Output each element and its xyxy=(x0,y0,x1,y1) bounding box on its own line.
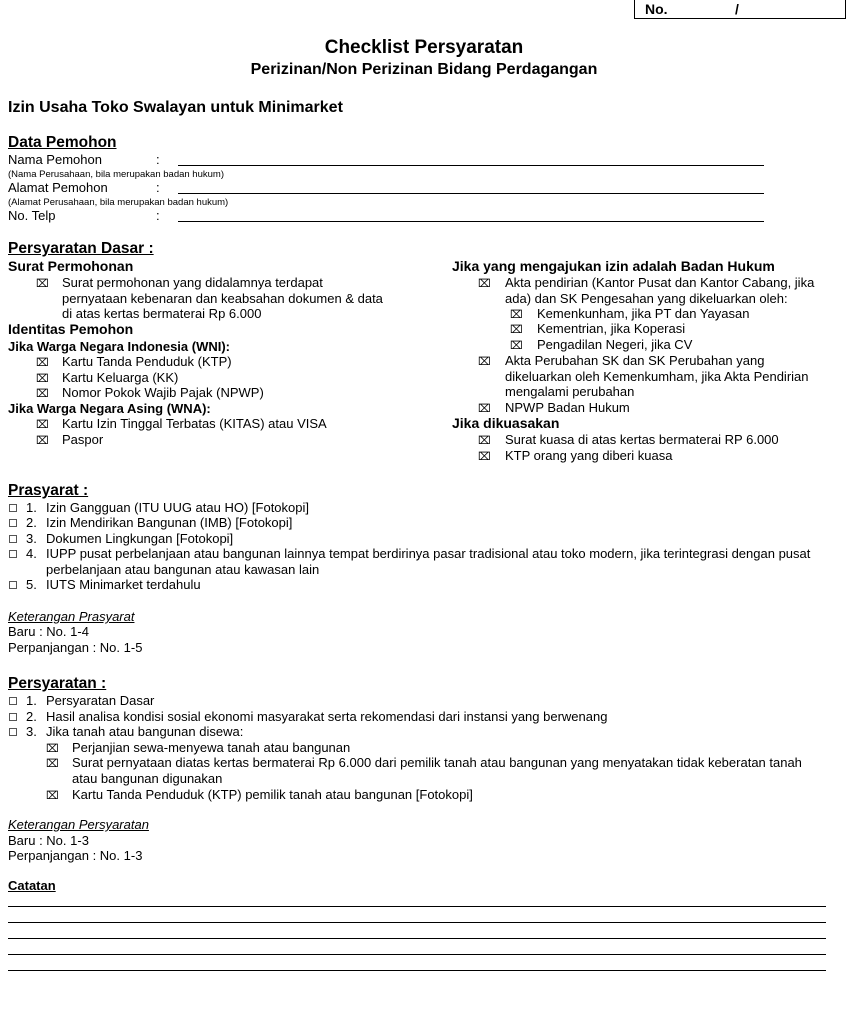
wna-item: Kartu Izin Tinggal Terbatas (KITAS) atau VISA xyxy=(62,416,327,431)
prerequisite-number: 2. xyxy=(26,515,37,530)
prerequisite-note: Perpanjangan : No. 1-5 xyxy=(8,640,143,655)
applicant-address-label: Alamat Pemohon xyxy=(8,180,108,195)
x-box-bullet-icon: ⌧ xyxy=(36,435,49,447)
deed-sub-item: Pengadilan Negeri, jika CV xyxy=(537,337,693,352)
requirements-heading: Persyaratan : xyxy=(8,675,107,692)
deed-sub-item: Kementrian, jika Koperasi xyxy=(537,321,686,336)
requirement-notes-heading: Keterangan Persyaratan xyxy=(8,817,149,832)
prerequisite-item: IUTS Minimarket terdahulu xyxy=(46,577,201,592)
notes-line[interactable] xyxy=(8,906,826,907)
application-letter-line: pernyataan kebenaran dan keabsahan dokumen & data xyxy=(62,291,383,306)
wni-item: Nomor Pokok Wajib Pajak (NPWP) xyxy=(62,385,264,400)
wni-item: Kartu Keluarga (KK) xyxy=(62,370,179,385)
permit-type-heading: Izin Usaha Toko Swalayan untuk Minimarket xyxy=(8,99,343,116)
amendment-line: dikeluarkan oleh Kemenkumham, jika Akta Pendirian xyxy=(505,369,809,384)
x-box-bullet-icon: ⌧ xyxy=(510,309,523,321)
prerequisite-number: 3. xyxy=(26,531,37,546)
checkbox-icon[interactable] xyxy=(9,713,17,721)
requirement-item: Persyaratan Dasar xyxy=(46,693,155,708)
power-of-attorney-item: KTP orang yang diberi kuasa xyxy=(505,448,673,463)
deed-line: ada) dan SK Pengesahan yang dikeluarkan oleh: xyxy=(505,291,788,306)
x-box-bullet-icon: ⌧ xyxy=(36,419,49,431)
rental-sub-item: Perjanjian sewa-menyewa tanah atau bangunan xyxy=(72,740,351,755)
checkbox-icon[interactable] xyxy=(9,519,17,527)
rental-sub-item: Surat pernyataan diatas kertas bermaterai Rp 6.000 dari pemilik tanah atau bangunan yang menyatakan tidak keberatan tanah xyxy=(72,755,802,770)
prerequisite-item: Izin Gangguan (ITU UUG atau HO) [Fotokopi] xyxy=(46,500,309,515)
requirement-number: 1. xyxy=(26,693,37,708)
applicant-name-note: (Nama Perusahaan, bila merupakan badan hukum) xyxy=(8,169,224,180)
applicant-address-note: (Alamat Perusahaan, bila merupakan badan hukum) xyxy=(8,197,229,208)
x-box-bullet-icon: ⌧ xyxy=(478,435,491,447)
x-box-bullet-icon: ⌧ xyxy=(478,278,491,290)
document-number-separator: / xyxy=(735,1,739,17)
prerequisite-note: Baru : No. 1-4 xyxy=(8,624,89,639)
rental-sub-item-continued: atau bangunan digunakan xyxy=(72,771,223,786)
wna-item: Paspor xyxy=(62,432,104,447)
notes-line[interactable] xyxy=(8,922,826,923)
applicant-address-field[interactable] xyxy=(178,193,764,194)
x-box-bullet-icon: ⌧ xyxy=(36,278,49,290)
document-title: Checklist Persyaratan xyxy=(324,37,524,58)
notes-line[interactable] xyxy=(8,954,826,955)
requirement-item: Jika tanah atau bangunan disewa: xyxy=(46,724,244,739)
checkbox-icon[interactable] xyxy=(9,550,17,558)
prerequisite-item-continued: perbelanjaan atau bangunan atau kawasan lain xyxy=(46,562,320,577)
applicant-name-field[interactable] xyxy=(178,165,764,166)
document-number-box xyxy=(634,0,846,19)
prerequisite-number: 4. xyxy=(26,546,37,561)
rental-sub-item: Kartu Tanda Penduduk (KTP) pemilik tanah atau bangunan [Fotokopi] xyxy=(72,787,473,802)
wna-heading: Jika Warga Negara Asing (WNA): xyxy=(8,401,211,416)
prerequisite-item: Dokumen Lingkungan [Fotokopi] xyxy=(46,531,234,546)
checkbox-icon[interactable] xyxy=(9,504,17,512)
checkbox-icon[interactable] xyxy=(9,581,17,589)
notes-line[interactable] xyxy=(8,938,826,939)
x-box-bullet-icon: ⌧ xyxy=(510,324,523,336)
application-letter-line: di atas kertas bermaterai Rp 6.000 xyxy=(62,306,262,321)
wni-item: Kartu Tanda Penduduk (KTP) xyxy=(62,354,232,369)
requirement-number: 3. xyxy=(26,724,37,739)
legal-entity-heading: Jika yang mengajukan izin adalah Badan Hukum xyxy=(452,258,775,274)
document-subtitle: Perizinan/Non Perizinan Bidang Perdagangan xyxy=(250,61,598,78)
amendment-line: mengalami perubahan xyxy=(505,384,635,399)
x-box-bullet-icon: ⌧ xyxy=(46,790,59,802)
requirement-note: Perpanjangan : No. 1-3 xyxy=(8,848,143,863)
requirement-item: Hasil analisa kondisi sosial ekonomi masyarakat serta rekomendasi dari instansi yang berwenang xyxy=(46,709,608,724)
power-of-attorney-heading: Jika dikuasakan xyxy=(452,415,560,431)
prerequisite-notes-heading: Keterangan Prasyarat xyxy=(8,609,135,624)
application-letter-heading: Surat Permohonan xyxy=(8,258,134,274)
applicant-phone-label: No. Telp xyxy=(8,208,56,223)
x-box-bullet-icon: ⌧ xyxy=(478,451,491,463)
notes-line[interactable] xyxy=(8,970,826,971)
x-box-bullet-icon: ⌧ xyxy=(36,373,49,385)
deed-sub-item: Kemenkunham, jika PT dan Yayasan xyxy=(537,306,750,321)
identity-heading: Identitas Pemohon xyxy=(8,321,134,337)
document-number-label: No. xyxy=(645,1,668,17)
x-box-bullet-icon: ⌧ xyxy=(478,356,491,368)
x-box-bullet-icon: ⌧ xyxy=(478,403,491,415)
checkbox-icon[interactable] xyxy=(9,697,17,705)
power-of-attorney-item: Surat kuasa di atas kertas bermaterai RP 6.000 xyxy=(505,432,779,447)
applicant-phone-colon: : xyxy=(156,208,160,223)
deed-line: Akta pendirian (Kantor Pusat dan Kantor Cabang, jika xyxy=(505,275,815,290)
requirement-number: 2. xyxy=(26,709,37,724)
prerequisite-item: IUPP pusat perbelanjaan atau bangunan lainnya tempat berdirinya pasar tradisional atau toko modern, jika terintegrasi dengan pusat xyxy=(46,546,811,561)
wni-heading: Jika Warga Negara Indonesia (WNI): xyxy=(8,339,231,354)
x-box-bullet-icon: ⌧ xyxy=(36,357,49,369)
applicant-section-heading: Data Pemohon xyxy=(8,134,117,151)
amendment-line: Akta Perubahan SK dan SK Perubahan yang xyxy=(505,353,765,368)
x-box-bullet-icon: ⌧ xyxy=(46,743,59,755)
applicant-name-colon: : xyxy=(156,152,160,167)
applicant-address-colon: : xyxy=(156,180,160,195)
checkbox-icon[interactable] xyxy=(9,728,17,736)
notes-heading: Catatan xyxy=(8,878,56,893)
prerequisite-item: Izin Mendirikan Bangunan (IMB) [Fotokopi] xyxy=(46,515,293,530)
application-letter-line: Surat permohonan yang didalamnya terdapat xyxy=(62,275,323,290)
prerequisite-number: 1. xyxy=(26,500,37,515)
x-box-bullet-icon: ⌧ xyxy=(36,388,49,400)
checkbox-icon[interactable] xyxy=(9,535,17,543)
prerequisites-heading: Prasyarat : xyxy=(8,482,89,499)
applicant-phone-field[interactable] xyxy=(178,221,764,222)
applicant-name-label: Nama Pemohon xyxy=(8,152,102,167)
basic-requirements-heading: Persyaratan Dasar : xyxy=(8,240,154,257)
x-box-bullet-icon: ⌧ xyxy=(46,758,59,770)
prerequisite-number: 5. xyxy=(26,577,37,592)
npwp-entity-item: NPWP Badan Hukum xyxy=(505,400,630,415)
requirement-note: Baru : No. 1-3 xyxy=(8,833,89,848)
x-box-bullet-icon: ⌧ xyxy=(510,340,523,352)
